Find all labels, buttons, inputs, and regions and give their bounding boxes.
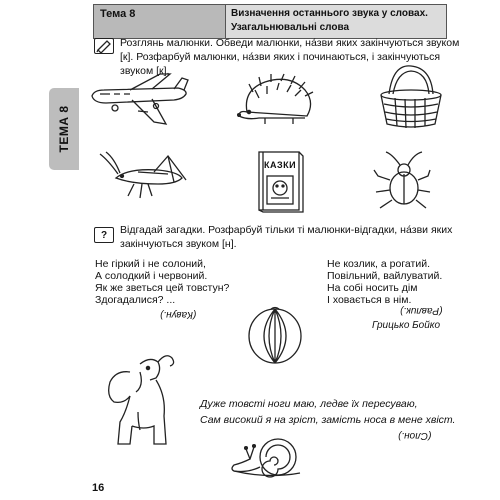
snail-picture [228,433,308,483]
beetle-picture [372,150,432,210]
topic-title-line2: Узагальнювальні слова [231,22,350,33]
grasshopper-picture [98,150,193,200]
riddle-answer-elephant: (Слон.) [398,430,432,441]
riddle-line: Як же зветься цей товстун? [95,282,230,294]
riddle-answer-snail: (Равлик.) [400,305,443,316]
topic-title-line1: Визначення останнього звука у словах. [231,8,428,19]
task2-line: Відгадай загадки. Розфарбуй тільки ті малюнки-відгадки, на́зви яких [120,224,453,236]
riddle-line: На собі носить дім [327,282,418,294]
side-topic-tab-label: ТЕМА 8 [57,105,71,153]
watermelon-picture [245,306,305,366]
riddle-task-icon [94,227,114,243]
basket-picture [375,62,445,132]
pencil-icon [95,39,113,53]
riddle-line: Сам високий я на зріст, замість носа в мене хвіст. [200,414,456,426]
topic-label: Тема 8 [94,5,226,38]
side-topic-tab [49,88,79,170]
question-mark-icon: ? [100,229,108,241]
riddle-line: Дуже товсті ноги маю, ледве їх пересуваю, [200,398,418,410]
book-picture [255,148,305,214]
pencil-task-icon [94,38,114,54]
task1-line: Розглянь малюнки. Обведи малюнки, на́зви яких закінчуються звуком [120,37,460,49]
riddle-line: Не гіркий і не солоний, [95,258,206,270]
task2-text [120,223,453,251]
riddle-line: А солодкий і червоний. [95,270,208,282]
elephant-picture [100,352,180,452]
riddle-answer-watermelon: (Кавун.) [160,309,197,320]
riddle-line: Здогадалися? ... [95,294,176,306]
task1-line: [к]. Розфарбуй малюнки, на́зви яких і починаються, і закінчуються [120,51,441,63]
riddle-line: Повільний, вайлуватий. [327,270,443,282]
riddle-line: І ховається в нім. [327,294,412,306]
riddle-watermelon [95,258,229,306]
hedgehog-picture [235,72,315,127]
airplane-picture [90,72,190,130]
riddle-elephant [200,396,455,428]
riddle-author: Грицько Бойко [372,320,441,331]
task1-line: звуком [к]. [120,65,170,77]
page-number: 16 [92,482,105,494]
topic-title [226,5,446,38]
riddle-snail [327,258,442,306]
riddle-line: Не козлик, а рогатий. [327,258,430,270]
topic-header [93,4,447,39]
task2-line: закінчуються звуком [н]. [120,238,237,250]
book-title: КАЗКИ [264,160,297,170]
